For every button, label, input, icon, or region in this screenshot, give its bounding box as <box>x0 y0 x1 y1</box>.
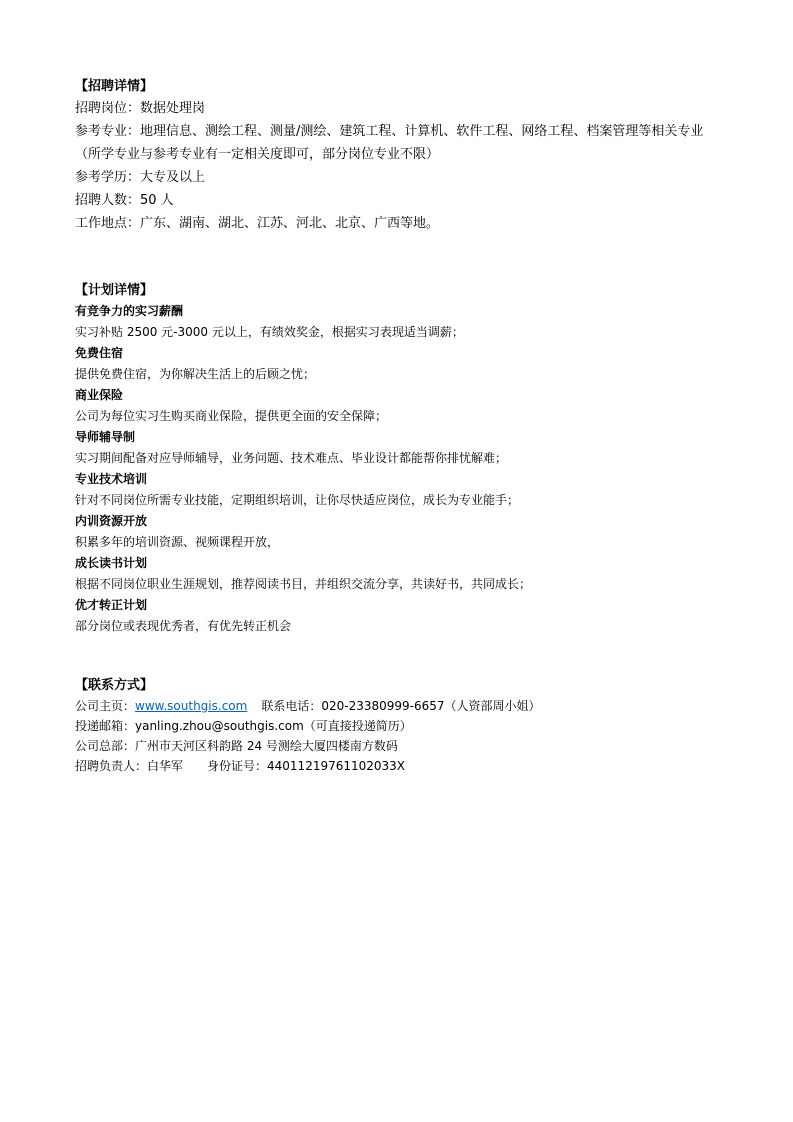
plan-heading: 【计划详情】 <box>75 283 154 298</box>
contact-heading: 【联系方式】 <box>75 678 154 693</box>
plan-item-title: 导师辅导制 <box>75 430 136 444</box>
recruit-section <box>75 77 753 235</box>
plan-item-desc: 根据不同岗位职业生涯规划，推荐阅读书目，并组织交流分享，共读好书，共同成长； <box>75 577 532 591</box>
recruit-position: 招聘岗位：数据处理岗 <box>75 101 206 116</box>
plan-item-title: 商业保险 <box>75 388 124 402</box>
plan-item-title: 免费住宿 <box>75 346 124 360</box>
contact-person: 招聘负责人：白华军 <box>75 759 184 773</box>
recruit-majors-note: （所学专业与参考专业有一定相关度即可，部分岗位专业不限） <box>75 147 440 162</box>
recruit-heading: 【招聘详情】 <box>75 79 154 94</box>
plan-item-desc: 实习补贴 2500 元-3000 元以上，有绩效奖金，根据实习表现适当调薪； <box>75 325 464 339</box>
contact-homepage-line <box>75 696 753 716</box>
plan-item-desc: 部分岗位或表现优秀者，有优先转正机会 <box>75 619 292 633</box>
recruit-education: 参考学历：大专及以上 <box>75 170 206 185</box>
plan-item-desc: 实习期间配备对应导师辅导，业务问题、技术难点、毕业设计都能帮你排忧解难； <box>75 451 508 465</box>
plan-item-title: 内训资源开放 <box>75 514 148 528</box>
plan-item-title: 有竞争力的实习薪酬 <box>75 304 184 318</box>
plan-item-title: 专业技术培训 <box>75 472 148 486</box>
recruit-majors: 参考专业：地理信息、测绘工程、测量/测绘、建筑工程、计算机、软件工程、网络工程、档案管理等相关专业 <box>75 124 704 139</box>
recruit-location: 工作地点：广东、湖南、湖北、江苏、河北、北京、广西等地。 <box>75 216 440 231</box>
plan-section <box>75 281 753 637</box>
homepage-label: 公司主页： <box>75 699 136 713</box>
plan-item-title: 优才转正计划 <box>75 598 148 612</box>
plan-item-desc: 提供免费住宿，为你解决生活上的后顾之忧； <box>75 367 316 381</box>
contact-email: 投递邮箱：yanling.zhou@southgis.com（可直接投递简历） <box>75 719 412 733</box>
plan-item-desc: 公司为每位实习生购买商业保险，提供更全面的安全保障； <box>75 409 388 423</box>
plan-item-desc: 积累多年的培训资源、视频课程开放， <box>75 535 280 549</box>
homepage-link[interactable]: www.southgis.com <box>135 699 248 713</box>
contact-phone: 联系电话：020-23380999-6657（人资部周小姐） <box>261 699 541 713</box>
plan-item-title: 成长读书计划 <box>75 556 148 570</box>
contact-address: 公司总部：广州市天河区科韵路 24 号测绘大厦四楼南方数码 <box>75 739 398 753</box>
recruit-headcount: 招聘人数：50 人 <box>75 193 174 208</box>
contact-id-number: 身份证号：44011219761102033X <box>207 759 406 773</box>
contact-section <box>75 676 753 776</box>
plan-item-desc: 针对不同岗位所需专业技能，定期组织培训，让你尽快适应岗位，成长为专业能手； <box>75 493 520 507</box>
contact-person-line <box>75 756 753 776</box>
